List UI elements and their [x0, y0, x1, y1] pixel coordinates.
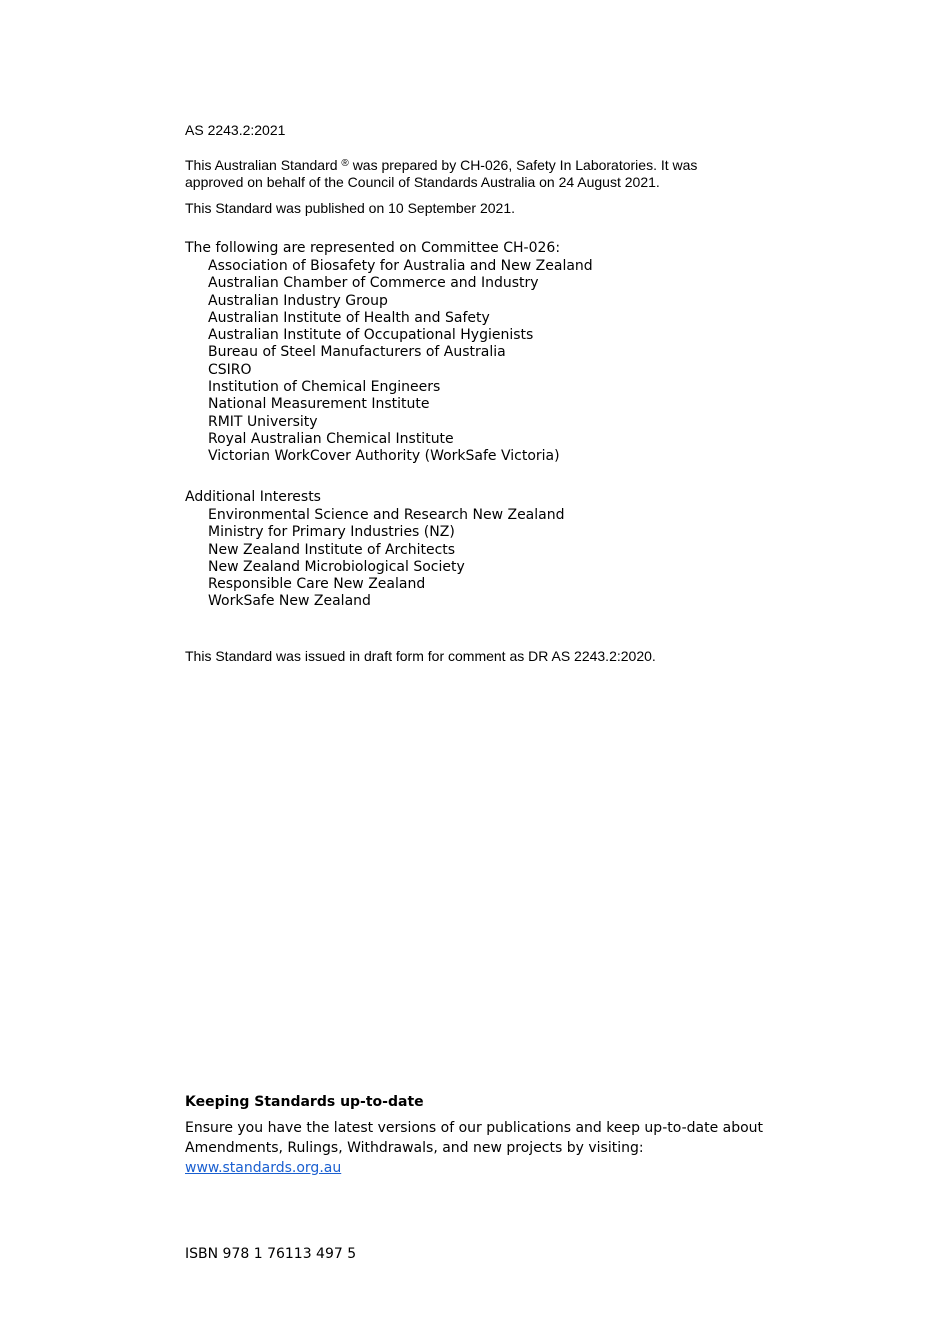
list-item: WorkSafe New Zealand [208, 593, 371, 610]
list-item: RMIT University [208, 413, 318, 430]
list-item: Australian Industry Group [208, 292, 388, 309]
registered-mark: ® [341, 158, 349, 169]
list-item: Australian Chamber of Commerce and Industry [208, 275, 539, 292]
list-item: Institution of Chemical Engineers [208, 379, 441, 396]
list-item: CSIRO [208, 361, 252, 378]
list-item: Bureau of Steel Manufacturers of Australia [208, 344, 506, 361]
list-item: Association of Biosafety for Australia and New Zealand [208, 258, 593, 274]
list-item: Australian Institute of Health and Safety [208, 309, 490, 326]
list-item: Victorian WorkCover Authority (WorkSafe Victoria) [208, 448, 560, 465]
list-item: New Zealand Microbiological Society [208, 558, 465, 575]
list-item: Environmental Science and Research New Zealand [208, 507, 565, 523]
keeping-line1: Ensure you have the latest versions of our publications and keep up-to-date about [185, 1120, 764, 1136]
list-item: Royal Australian Chemical Institute [208, 430, 454, 447]
approval-part1: This Australian Standard [185, 157, 338, 173]
additional-interests-heading: Additional Interests [185, 489, 321, 505]
standards-website-link[interactable]: www.standards.org.au [185, 1160, 342, 1176]
list-item: Ministry for Primary Industries (NZ) [208, 524, 455, 541]
additional-interests-list [185, 507, 565, 611]
approval-line2: approved on behalf of the Council of Standards Australia on 24 August 2021. [185, 174, 660, 190]
keeping-line2: Amendments, Rulings, Withdrawals, and new projects by visiting: [185, 1140, 644, 1156]
published-statement: This Standard was published on 10 September 2021. [185, 200, 515, 216]
draft-statement: This Standard was issued in draft form for comment as DR AS 2243.2:2020. [185, 648, 656, 664]
standard-id: AS 2243.2:2021 [185, 122, 286, 138]
list-item: National Measurement Institute [208, 396, 430, 413]
committee-list [185, 258, 593, 466]
list-item: Australian Institute of Occupational Hygienists [208, 327, 534, 344]
list-item: Responsible Care New Zealand [208, 576, 426, 593]
list-item: New Zealand Institute of Architects [208, 541, 456, 558]
committee-section [185, 239, 593, 466]
approval-statement [185, 154, 697, 192]
keeping-up-to-date-section [185, 1093, 763, 1178]
committee-heading: The following are represented on Committee CH-026: [185, 240, 561, 256]
isbn: ISBN 978 1 76113 497 5 [185, 1246, 357, 1262]
approval-part2: was prepared by CH-026, Safety In Laboratories. It was [352, 157, 698, 173]
keeping-heading: Keeping Standards up-to-date [185, 1094, 424, 1110]
additional-interests-section [185, 488, 565, 611]
